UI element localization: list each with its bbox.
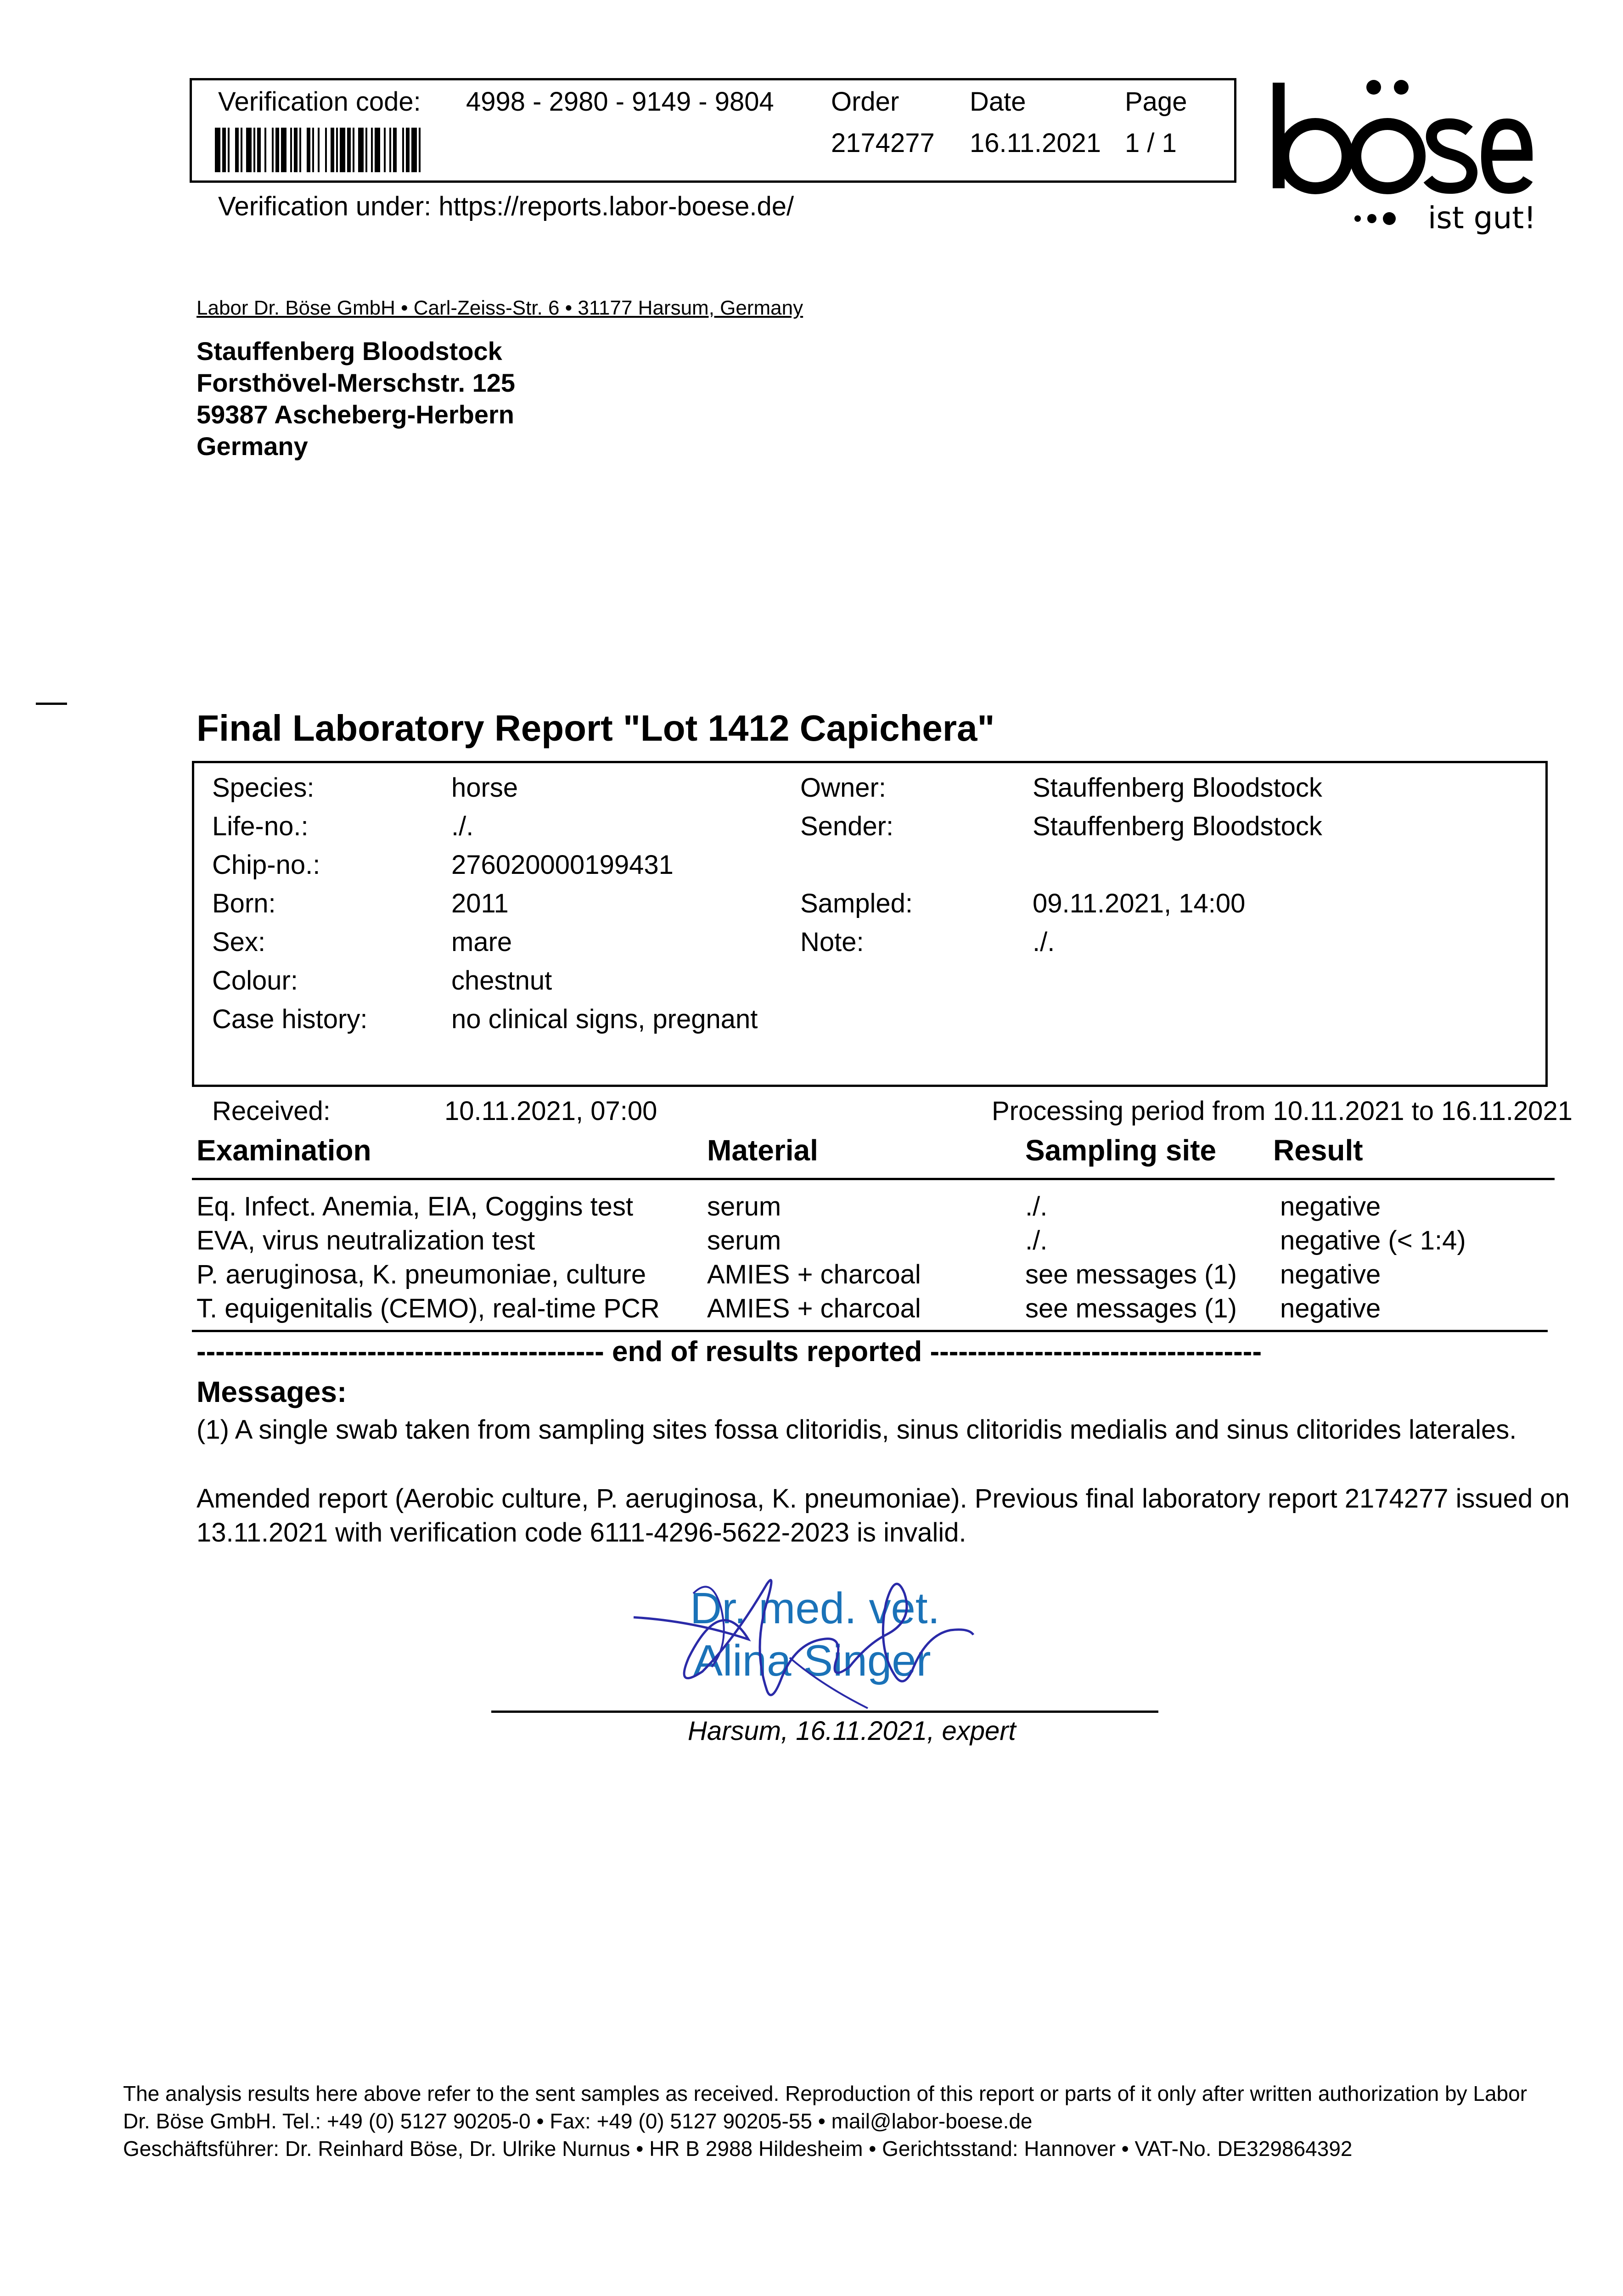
col-header-result: Result [1273, 1134, 1363, 1167]
footer-line-3: Geschäftsführer: Dr. Reinhard Böse, Dr. Ulrike Nurnus • HR B 2988 Hildesheim • Gerichtsstand: Hannover • VAT-No. DE329864392 [123, 2137, 1353, 2161]
sex-label: Sex: [212, 927, 266, 957]
amendment-line-1: Amended report (Aerobic culture, P. aeruginosa, K. pneumoniae). Previous final laboratory report 2174277 issued on [197, 1484, 1570, 1514]
species-label: Species: [212, 773, 314, 803]
row4-site: see messages (1) [1025, 1294, 1237, 1323]
sender-label: Sender: [800, 811, 894, 841]
col-header-examination: Examination [197, 1134, 371, 1167]
row1-site: ./. [1025, 1192, 1048, 1221]
owner-value: Stauffenberg Bloodstock [1033, 773, 1322, 803]
row1-result: negative [1280, 1192, 1381, 1221]
row4-result: negative [1280, 1294, 1381, 1323]
row3-result: negative [1280, 1260, 1381, 1289]
note-label: Note: [800, 927, 864, 957]
recipient-country: Germany [197, 432, 308, 461]
amendment-line-2: 13.11.2021 with verification code 6111-4296-5622-2023 is invalid. [197, 1518, 966, 1548]
history-value: no clinical signs, pregnant [451, 1004, 758, 1034]
recipient-street: Forsthövel-Merschstr. 125 [197, 368, 516, 397]
col-header-sampling-site: Sampling site [1025, 1134, 1217, 1167]
row2-material: serum [707, 1226, 781, 1255]
species-value: horse [451, 773, 518, 803]
signature-title: Dr. med. vet. [690, 1584, 940, 1633]
note-value: ./. [1033, 927, 1055, 957]
logo-tagline: ist gut! [1428, 200, 1536, 236]
history-label: Case history: [212, 1004, 368, 1034]
end-of-results: ------------------------------------------- end of results reported ----------------------------------- [197, 1336, 1262, 1367]
row2-result: negative (< 1:4) [1280, 1226, 1466, 1255]
born-label: Born: [212, 889, 276, 918]
lifeno-label: Life-no.: [212, 811, 309, 841]
row2-examination: EVA, virus neutralization test [197, 1226, 535, 1255]
order-label: Order [831, 87, 899, 117]
signature-rule [491, 1711, 1158, 1713]
received-label: Received: [212, 1096, 331, 1126]
colour-label: Colour: [212, 966, 298, 996]
message-1: (1) A single swab taken from sampling sites fossa clitoridis, sinus clitoridis medialis and sinus clitorides laterales. [197, 1415, 1517, 1445]
row4-examination: T. equigenitalis (CEMO), real-time PCR [197, 1294, 660, 1323]
received-value: 10.11.2021, 07:00 [444, 1096, 657, 1126]
row1-material: serum [707, 1192, 781, 1221]
signature-name: Alina Singer [693, 1636, 931, 1685]
logo-wordmark [1267, 73, 1533, 202]
signature-caption: Harsum, 16.11.2021, expert [688, 1716, 1016, 1746]
page-label: Page [1125, 87, 1187, 117]
row3-material: AMIES + charcoal [707, 1260, 921, 1289]
report-title: Final Laboratory Report "Lot 1412 Capichera" [197, 708, 995, 748]
chip-value: 276020000199431 [451, 850, 674, 880]
row1-examination: Eq. Infect. Anemia, EIA, Coggins test [197, 1192, 634, 1221]
date-value: 16.11.2021 [970, 128, 1101, 158]
table-header-rule [192, 1178, 1555, 1180]
row4-material: AMIES + charcoal [707, 1294, 921, 1323]
sampled-label: Sampled: [800, 889, 913, 918]
verification-url: Verification under: https://reports.labor-boese.de/ [218, 191, 794, 221]
messages-heading: Messages: [197, 1375, 347, 1408]
row2-site: ./. [1025, 1226, 1048, 1255]
verification-barcode [215, 128, 552, 172]
col-header-material: Material [707, 1134, 818, 1167]
table-bottom-rule [192, 1330, 1548, 1332]
owner-label: Owner: [800, 773, 886, 803]
handwritten-signature [629, 1566, 978, 1717]
page-value: 1 / 1 [1125, 128, 1177, 158]
sender-value: Stauffenberg Bloodstock [1033, 811, 1322, 841]
date-label: Date [970, 87, 1026, 117]
row3-examination: P. aeruginosa, K. pneumoniae, culture [197, 1260, 646, 1289]
animal-info-box [192, 761, 1548, 1087]
lifeno-value: ./. [451, 811, 474, 841]
logo-dots [1354, 212, 1402, 225]
sampled-value: 09.11.2021, 14:00 [1033, 889, 1246, 918]
row3-site: see messages (1) [1025, 1260, 1237, 1289]
sex-value: mare [451, 927, 512, 957]
sender-address-line: Labor Dr. Böse GmbH • Carl-Zeiss-Str. 6 • 31177 Harsum, Germany [197, 297, 803, 319]
recipient-name: Stauffenberg Bloodstock [197, 337, 502, 366]
colour-value: chestnut [451, 966, 552, 996]
recipient-city: 59387 Ascheberg-Herbern [197, 400, 515, 429]
processing-period: Processing period from 10.11.2021 to 16.11.2021 [992, 1096, 1573, 1126]
order-value: 2174277 [831, 128, 935, 158]
born-value: 2011 [451, 889, 509, 918]
fold-mark [36, 703, 67, 705]
chip-label: Chip-no.: [212, 850, 320, 880]
footer-line-1: The analysis results here above refer to the sent samples as received. Reproduction of this report or parts of it only after written authorization by Labor [123, 2082, 1528, 2105]
footer-line-2: Dr. Böse GmbH. Tel.: +49 (0) 5127 90205-0 • Fax: +49 (0) 5127 90205-55 • mail@labor-boese.de [123, 2109, 1033, 2133]
verification-label: Verification code: [218, 87, 421, 117]
verification-code: 4998 - 2980 - 9149 - 9804 [466, 87, 774, 117]
